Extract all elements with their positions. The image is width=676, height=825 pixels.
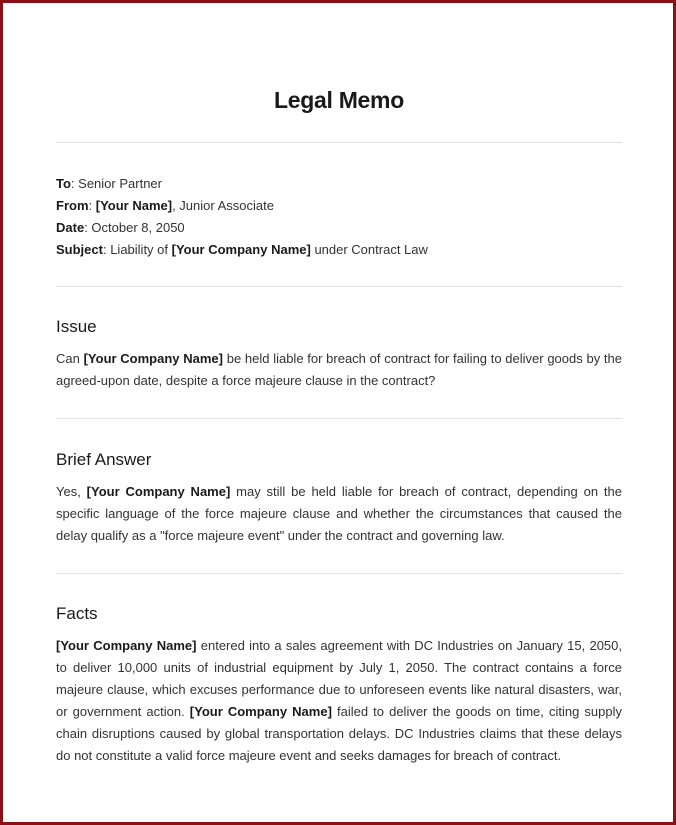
to-label: To (56, 176, 71, 191)
to-line: To: Senior Partner (56, 176, 162, 191)
from-role: Junior Associate (179, 198, 274, 213)
brief-answer-text-start: Yes, (56, 484, 81, 499)
divider (56, 286, 622, 287)
facts-text-1: entered into a sales agreement with DC Industries on January 15, 2050, to deliver 10,000 units of industrial equipment by July 1, 2050. The contract contains a force majeure clause, which excuses performance due to unforeseen events like natural disasters, war, or government action. (56, 638, 622, 719)
issue-paragraph (56, 348, 622, 392)
subject-company: [Your Company Name] (171, 242, 311, 257)
date-label: Date (56, 220, 85, 235)
issue-company: [Your Company Name] (83, 351, 223, 366)
divider (56, 573, 622, 574)
divider (56, 142, 622, 143)
facts-company: [Your Company Name] (189, 704, 332, 719)
from-name: [Your Name] (95, 198, 173, 213)
divider (56, 418, 622, 419)
brief-answer-text-rest: may still be held liable for breach of contract, depending on the specific language of the force majeure clause and whether the circumstances that caused the delay qualify as a "force majeure event" under the contract and governing law. (56, 484, 622, 543)
issue-heading: Issue (56, 317, 97, 336)
from-label: From (56, 198, 89, 213)
date-line: Date: October 8, 2050 (56, 220, 185, 235)
brief-answer-heading: Brief Answer (56, 450, 152, 469)
memo-header-block (56, 173, 622, 261)
issue-text-rest: be held liable for breach of contract for failing to deliver goods by the agreed-upon date, despite a force majeure clause in the contract? (56, 351, 622, 388)
subject-line: Subject: Liability of [Your Company Name] under Contract Law (56, 242, 428, 257)
subject-label: Subject (56, 242, 103, 257)
facts-paragraph (56, 635, 622, 767)
facts-company: [Your Company Name] (56, 638, 197, 653)
facts-text-2: failed to deliver the goods on time, citing supply chain disruptions caused by global transportation delays. DC Industries claims that these delays do not constitute a valid force majeure event and seeks damages for breach of contract. (56, 704, 622, 763)
memo-title: Legal Memo (274, 87, 404, 113)
subject-post: under Contract Law (314, 242, 428, 257)
brief-answer-company: [Your Company Name] (86, 484, 231, 499)
from-line: From: [Your Name], Junior Associate (56, 198, 274, 213)
date-value: October 8, 2050 (91, 220, 185, 235)
subject-pre: Liability of (110, 242, 169, 257)
to-value: Senior Partner (78, 176, 162, 191)
facts-heading: Facts (56, 604, 98, 623)
issue-text-start: Can (56, 351, 80, 366)
brief-answer-paragraph (56, 481, 622, 547)
